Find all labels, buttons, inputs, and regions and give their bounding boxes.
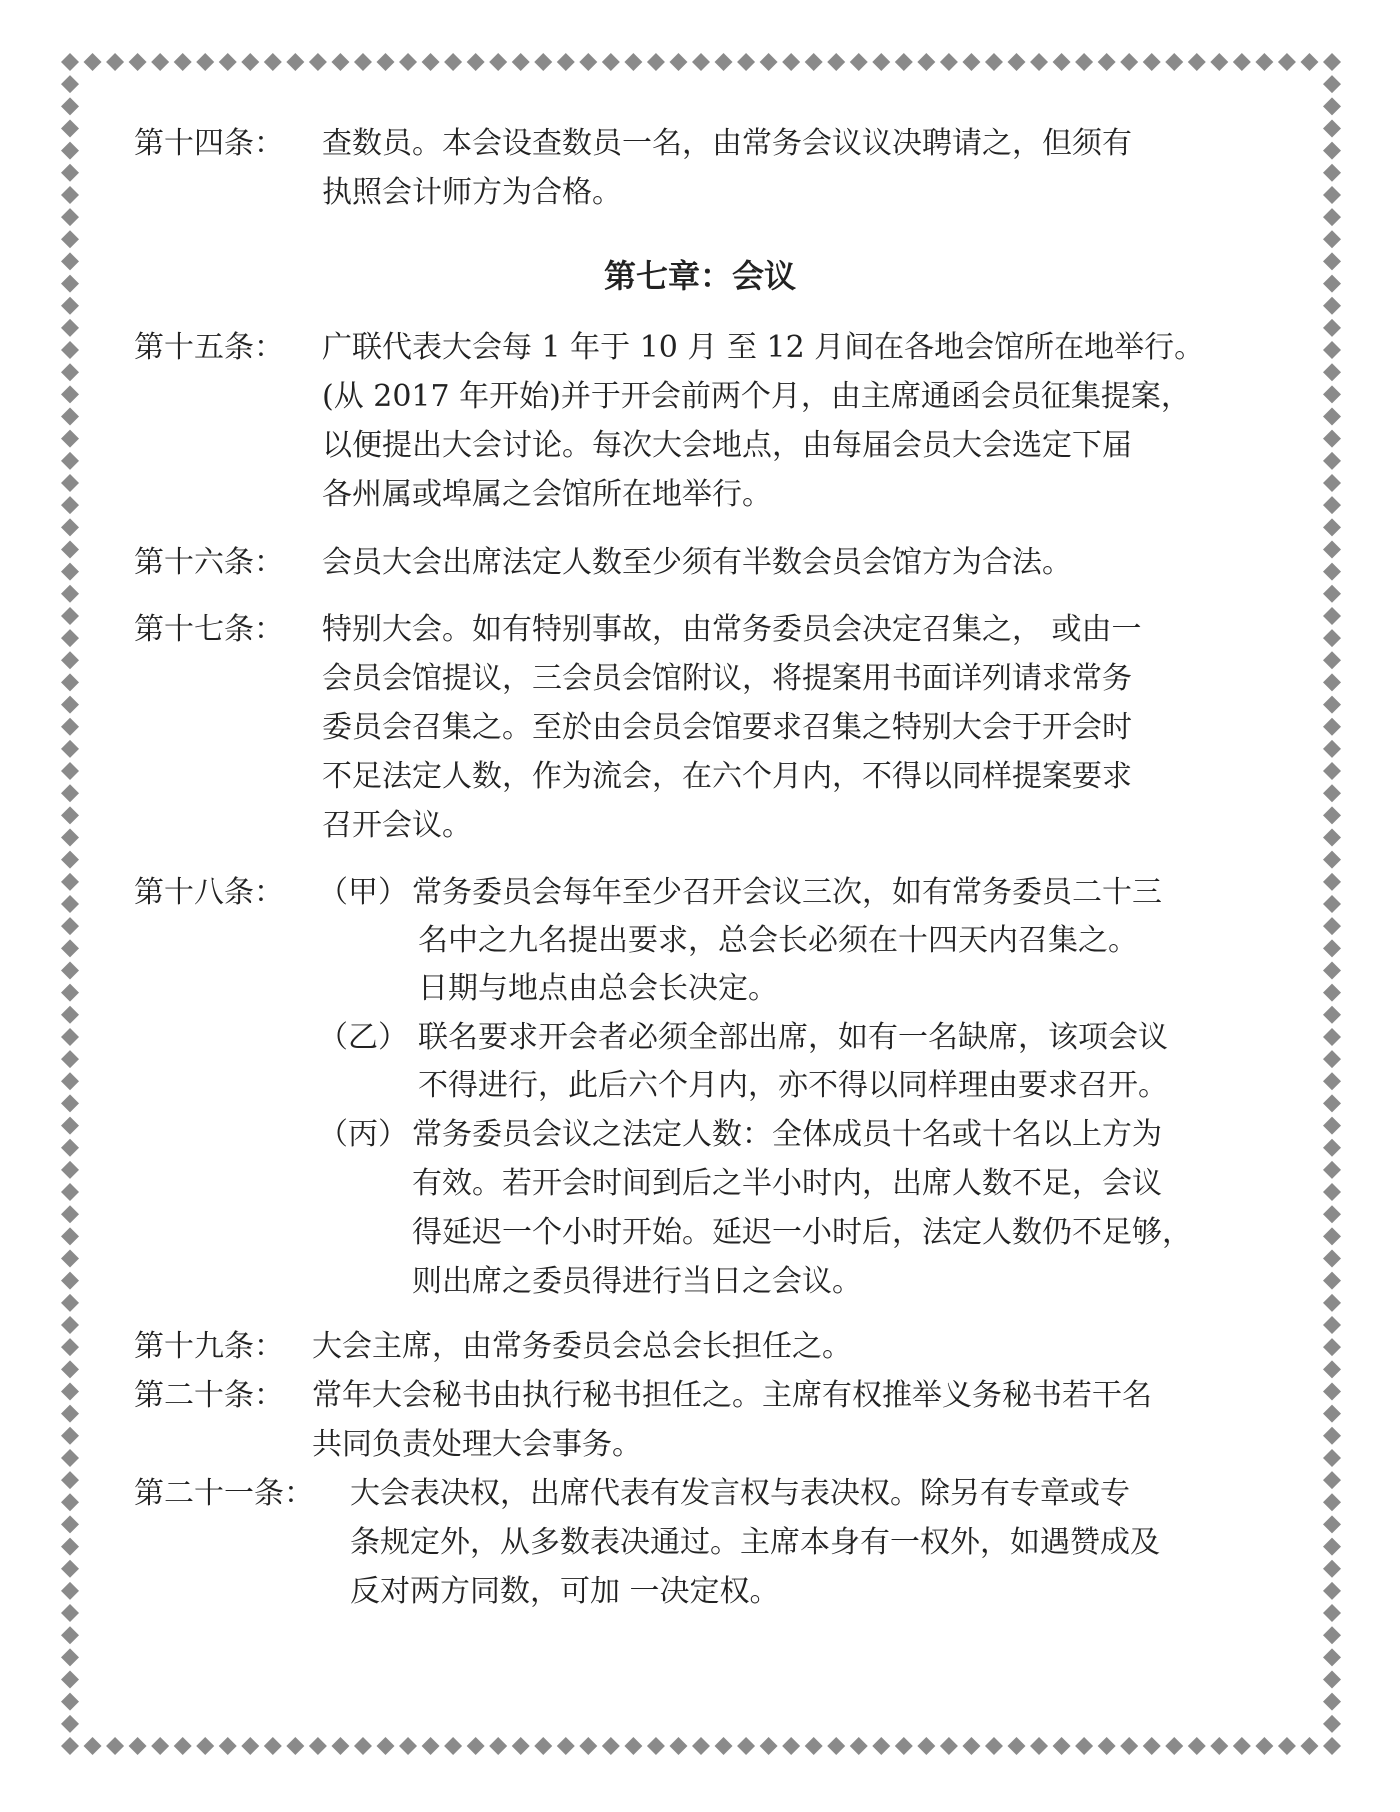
article-21-line-3: 反对两方同数，可加 一决定权。 [350,1574,780,1609]
article-18-item-b-line-1: 联名要求开会者必须全部出席，如有一名缺席，该项会议 [418,1020,1168,1055]
article-18-item-c-line-4: 则出席之委员得进行当日之会议。 [412,1264,862,1299]
article-20-line-2: 共同负责处理大会事务。 [312,1427,642,1462]
article-15-line-1: 广联代表大会每 1 年于 10 月 至 12 月间在各地会馆所在地举行。 [322,330,1205,365]
article-20-label: 第二十条： [134,1378,284,1413]
article-21-label: 第二十一条： [134,1476,314,1511]
article-18-item-a-line-1: 常务委员会每年至少召开会议三次，如有常务委员二十三 [412,875,1162,910]
chapter-title: 第七章：会议 [603,257,796,295]
article-15-line-4: 各州属或埠属之会馆所在地举行。 [322,477,772,512]
article-15-label: 第十五条： [134,330,284,365]
article-17-line-4: 不足法定人数，作为流会，在六个月内，不得以同样提案要求 [322,759,1132,794]
article-17-line-5: 召开会议。 [322,808,472,843]
article-18-item-c-line-3: 得延迟一个小时开始。延迟一小时后，法定人数仍不足够， [412,1215,1192,1250]
article-18-item-a-line-2: 名中之九名提出要求，总会长必须在十四天内召集之。 [418,923,1138,958]
article-14-label: 第十四条： [134,126,284,161]
article-19-line-1: 大会主席，由常务委员会总会长担任之。 [312,1329,852,1364]
article-18-item-b-line-2: 不得进行，此后六个月内，亦不得以同样理由要求召开。 [418,1068,1168,1103]
article-18-item-a-marker: （甲） [318,875,408,910]
article-14-line-1: 查数员。本会设查数员一名，由常务会议议决聘请之，但须有 [322,126,1132,161]
article-17-line-2: 会员会馆提议，三会员会馆附议，将提案用书面详列请求常务 [322,661,1132,696]
article-18-item-a-line-3: 日期与地点由总会长决定。 [418,971,778,1006]
article-14-line-2: 执照会计师方为合格。 [322,175,622,210]
article-19-label: 第十九条： [134,1329,284,1364]
article-18-item-c-marker: （丙） [318,1117,408,1152]
article-20-line-1: 常年大会秘书由执行秘书担任之。主席有权推举义务秘书若干名 [312,1378,1152,1413]
article-16-line-1: 会员大会出席法定人数至少须有半数会员会馆方为合法。 [322,545,1072,580]
article-21-line-1: 大会表决权，出席代表有发言权与表决权。除另有专章或专 [350,1476,1130,1511]
article-18-item-c-line-2: 有效。若开会时间到后之半小时内，出席人数不足，会议 [412,1166,1162,1201]
article-17-line-3: 委员会召集之。至於由会员会馆要求召集之特别大会于开会时 [322,710,1132,745]
article-21-line-2: 条规定外，从多数表决通过。主席本身有一权外，如遇赞成及 [350,1525,1160,1560]
article-15-line-2: (从 2017 年开始)并于开会前两个月，由主席通函会员征集提案， [322,379,1191,414]
article-18-item-c-line-1: 常务委员会议之法定人数：全体成员十名或十名以上方为 [412,1117,1162,1152]
article-18-item-b-marker: （乙） [318,1020,408,1055]
article-15-line-3: 以便提出大会讨论。每次大会地点，由每届会员大会选定下届 [322,428,1132,463]
article-17-label: 第十七条： [134,612,284,647]
article-17-line-1: 特别大会。如有特别事故，由常务委员会决定召集之， 或由一 [322,612,1142,647]
article-18-label: 第十八条： [134,875,284,910]
article-16-label: 第十六条： [134,545,284,580]
